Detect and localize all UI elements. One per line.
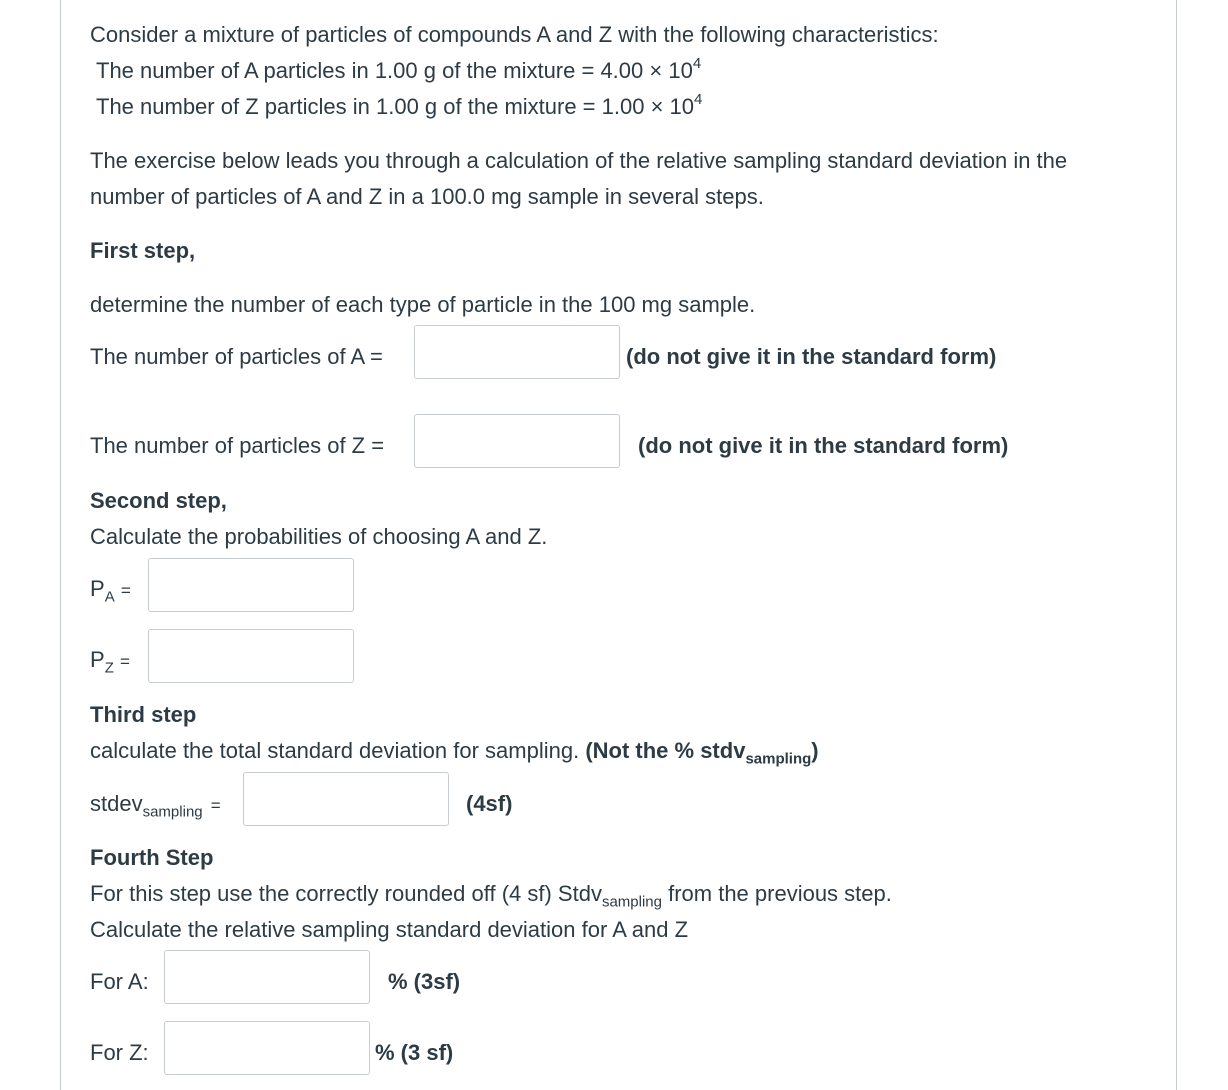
for-a-label: For A:: [90, 969, 149, 994]
particles-z-note: (do not give it in the standard form): [638, 433, 1009, 458]
step4-instruction-subscript: sampling: [601, 893, 662, 911]
step3-note-end: ): [811, 738, 819, 763]
particles-z-label: The number of particles of Z =: [90, 433, 385, 458]
intro-line-2: [96, 54, 702, 84]
pz-label: [90, 647, 130, 675]
intro-line-3-exponent: 4: [694, 90, 703, 108]
step4-instruction-line: [90, 881, 892, 911]
description-line-2: number of particles of A and Z in a 100.0 mg sample in several steps.: [90, 184, 764, 209]
for-a-unit: % (3sf): [388, 969, 461, 994]
stdev-unit: (4sf): [466, 791, 513, 816]
stdev-var: stdev: [90, 791, 143, 816]
step1-heading: First step,: [90, 238, 196, 263]
stdev-equals: =: [210, 796, 221, 815]
pz-subscript: Z: [104, 659, 114, 677]
particles-a-note: (do not give it in the standard form): [626, 344, 997, 369]
particles-a-label: The number of particles of A =: [90, 344, 383, 369]
pa-equals: =: [120, 581, 131, 600]
intro-line-1: Consider a mixture of particles of compounds A and Z with the following characteristics:: [90, 22, 939, 47]
particles-a-input[interactable]: [414, 325, 620, 379]
relative-stdev-a-input[interactable]: [164, 950, 370, 1004]
intro-line-3: [96, 90, 703, 120]
step4-instruction-end: from the previous step.: [661, 881, 892, 906]
intro-line-2-text: The number of A particles in 1.00 g of the mixture = 4.00 × 10: [96, 58, 693, 83]
pz-var: P: [90, 647, 105, 672]
pa-input[interactable]: [148, 558, 354, 612]
pa-var: P: [90, 576, 105, 601]
intro-line-2-exponent: 4: [692, 54, 702, 72]
step4-instruction-2: Calculate the relative sampling standard deviation for A and Z: [90, 917, 689, 942]
step4-heading: Fourth Step: [90, 845, 214, 870]
stdev-label: [90, 791, 221, 819]
step3-note: [585, 738, 819, 768]
pa-subscript: A: [104, 588, 115, 606]
step2-instruction: Calculate the probabilities of choosing A and Z.: [90, 524, 548, 549]
step4-instruction-main: For this step use the correctly rounded off (4 sf) Stdv: [90, 881, 602, 906]
step3-instruction-line: [90, 738, 819, 768]
for-z-unit: % (3 sf): [375, 1040, 454, 1065]
pz-input[interactable]: [148, 629, 354, 683]
description-line-1: The exercise below leads you through a calculation of the relative sampling standard deviation in the: [90, 148, 1068, 173]
particles-z-input[interactable]: [414, 414, 620, 468]
step1-instruction: determine the number of each type of particle in the 100 mg sample.: [90, 292, 756, 317]
step3-instruction: calculate the total standard deviation for sampling.: [90, 738, 580, 763]
intro-line-3-text: The number of Z particles in 1.00 g of the mixture = 1.00 × 10: [96, 94, 694, 119]
pa-label: [90, 576, 131, 604]
step3-note-main: (Not the % stdv: [585, 738, 746, 763]
step3-note-subscript: sampling: [745, 750, 812, 768]
step3-heading: Third step: [90, 702, 197, 727]
stdev-subscript: sampling: [142, 803, 203, 821]
relative-stdev-z-input[interactable]: [164, 1021, 370, 1075]
for-z-label: For Z:: [90, 1040, 149, 1065]
step2-heading: Second step,: [90, 488, 227, 513]
stdev-sampling-input[interactable]: [243, 772, 449, 826]
pz-equals: =: [119, 652, 130, 671]
